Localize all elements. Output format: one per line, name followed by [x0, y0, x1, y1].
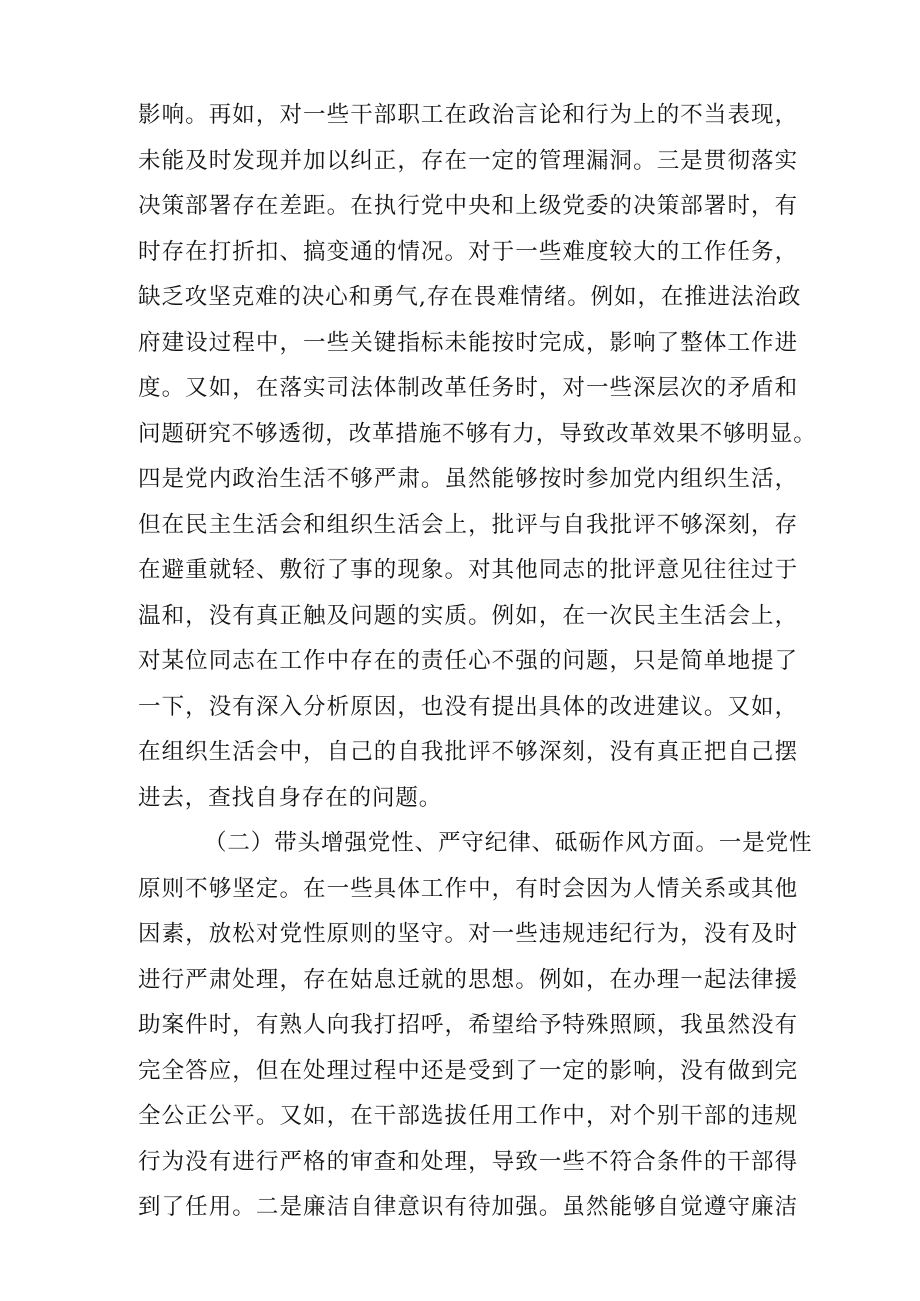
text-line: 决策部署存在差距。在执行党中央和上级党委的决策部署时，有: [138, 193, 798, 219]
text-line: 在避重就轻、敷衍了事的现象。对其他同志的批评意见往往过于: [138, 557, 798, 583]
text-line: 时存在打折扣、搞变通的情况。对于一些难度较大的工作任务，: [138, 238, 798, 265]
section-heading-line: （二）带头增强党性、严守纪律、砥砺作风方面。一是党性: [204, 830, 813, 856]
text-line: 四是党内政治生活不够严肃。虽然能够按时参加党内组织生活，: [138, 466, 798, 492]
text-line: 到了任用。二是廉洁自律意识有待加强。虽然能够自觉遵守廉洁: [138, 1194, 798, 1220]
text-line: 影响。再如，对一些干部职工在政治言论和行为上的不当表现，: [138, 102, 798, 128]
text-line: 全公正公平。又如，在干部选拔任用工作中，对个别干部的违规: [138, 1103, 798, 1129]
text-line: 未能及时发现并加以纠正，存在一定的管理漏洞。三是贯彻落实: [138, 147, 798, 174]
text-line: 行为没有进行严格的审查和处理，导致一些不符合条件的干部得: [138, 1148, 798, 1175]
text-line: 因素，放松对党性原则的坚守。对一些违规违纪行为，没有及时: [138, 921, 798, 947]
text-line: 问题研究不够透彻，改革措施不够有力，导致改革效果不够明显。: [138, 420, 817, 447]
text-line: 助案件时，有熟人向我打招呼，希望给予特殊照顾，我虽然没有: [138, 1012, 798, 1038]
text-line: 府建设过程中，一些关键指标未能按时完成，影响了整体工作进: [138, 329, 798, 356]
text-line: 在组织生活会中，自己的自我批评不够深刻，没有真正把自己摆: [138, 739, 798, 765]
text-line: 进行严肃处理，存在姑息迁就的思想。例如，在办理一起法律援: [138, 966, 798, 993]
body-text: [138, 93, 817, 1231]
paragraph-end-line: 进去，查找自身存在的问题。: [138, 784, 443, 811]
text-line: 缺乏攻坚克难的决心和勇气,存在畏难情绪。例如，在推进法治政: [138, 284, 802, 310]
text-line: 但在民主生活会和组织生活会上，批评与自我批评不够深刻，存: [138, 511, 798, 538]
text-line: 对某位同志在工作中存在的责任心不强的问题，只是简单地提了: [138, 648, 798, 674]
text-line: 温和，没有真正触及问题的实质。例如，在一次民主生活会上，: [138, 602, 798, 629]
text-line: 度。又如，在落实司法体制改革任务时，对一些深层次的矛盾和: [138, 375, 798, 401]
text-line: 完全答应，但在处理过程中还是受到了一定的影响，没有做到完: [138, 1057, 798, 1084]
text-line: 一下，没有深入分析原因，也没有提出具体的改进建议。又如，: [138, 693, 798, 720]
text-line: 原则不够坚定。在一些具体工作中，有时会因为人情关系或其他: [138, 875, 798, 902]
